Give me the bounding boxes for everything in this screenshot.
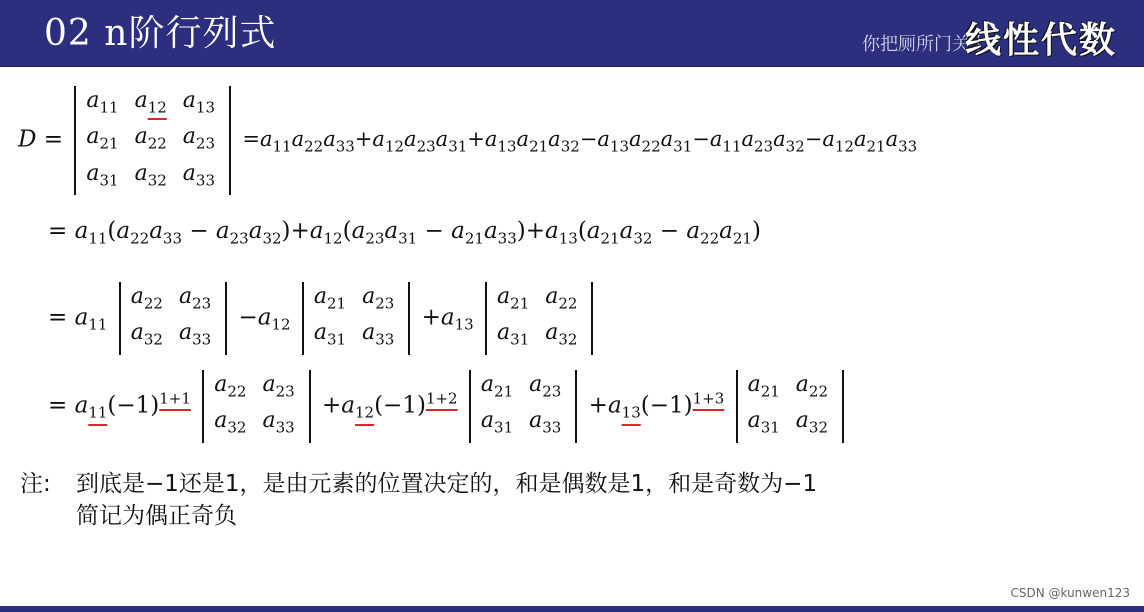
formula-line-2: = $a_{11}(a_{22}a_{33} - a_{23}a_{32})+a_{12}(a_{23}a_{31} - a_{21}a_{33})+a_{13}(a_{21}a_{32} - a_{22}a_{21})$ bbox=[48, 218, 761, 248]
subtitle-overlay: 你把厕所门关上 bbox=[862, 34, 988, 55]
formula-line-3: = $a_{11}$ $a_{22}$ $a_{23}$ $a_{32}$ $a_{33}$ $-a_{12}$ $a_{21}$ $a_{23}$ $a_{31}$ $a_{33}$ $+a_{13}$ $a_{21}$ $a_{22}$ $a_{31}$ $a_{32}$ bbox=[48, 282, 597, 355]
footer-rule bbox=[0, 606, 1144, 612]
course-logo: 线性代数 bbox=[965, 19, 1118, 61]
note-block bbox=[20, 468, 817, 532]
formula-line-4: = $a_{11}(-1)^{1+1}$ $a_{22}$ $a_{23}$ $a_{32}$ $a_{33}$ $+a_{12}(-1)^{1+2}$ $a_{21}$ $a_{23}$ $a_{31}$ $a_{33}$ $+a_{13}(-1)^{1+3}$ $a_{21}$ $a_{22}$ $a_{31}$ $a_{32}$ bbox=[48, 370, 848, 443]
minor-13-signed: $a_{21}$ $a_{22}$ $a_{31}$ $a_{32}$ bbox=[736, 370, 844, 443]
formula-line-1: D = $a_{11}$ $a_{12}$ $a_{13}$ $a_{21}$ $a_{22}$ $a_{23}$ $a_{31}$ $a_{32}$ $a_{33}$ $=a_{11}a_{22}a_{33}+a_{12}a_{23}a_{31}+a_{13}a_{21}a_{32}-a_{13}a_{22}a_{31}-a_{11}a_{23}a_{32}-a_{12}a_{21}a_{33}$ bbox=[18, 86, 917, 195]
header-banner bbox=[0, 0, 1144, 67]
csdn-watermark: CSDN @kunwen123 bbox=[1010, 586, 1130, 600]
note-line-2: 简记为偶正奇负 bbox=[76, 503, 237, 529]
minor-12: $a_{21}$ $a_{23}$ $a_{31}$ $a_{33}$ bbox=[302, 282, 410, 355]
note-line-1: 到底是−1还是1，是由元素的位置决定的，和是偶数是1，和是奇数为−1 bbox=[76, 471, 818, 497]
minor-11-signed: $a_{22}$ $a_{23}$ $a_{32}$ $a_{33}$ bbox=[202, 370, 310, 443]
minor-13: $a_{21}$ $a_{22}$ $a_{31}$ $a_{32}$ bbox=[485, 282, 593, 355]
note-label: 注: bbox=[20, 471, 51, 497]
minor-12-signed: $a_{21}$ $a_{23}$ $a_{31}$ $a_{33}$ bbox=[469, 370, 577, 443]
slide-title: 02 n阶行列式 bbox=[44, 13, 277, 54]
determinant-3x3: $a_{11}$ $a_{12}$ $a_{13}$ $a_{21}$ $a_{22}$ $a_{23}$ $a_{31}$ $a_{32}$ $a_{33}$ bbox=[74, 86, 231, 195]
minor-11: $a_{22}$ $a_{23}$ $a_{32}$ $a_{33}$ bbox=[119, 282, 227, 355]
